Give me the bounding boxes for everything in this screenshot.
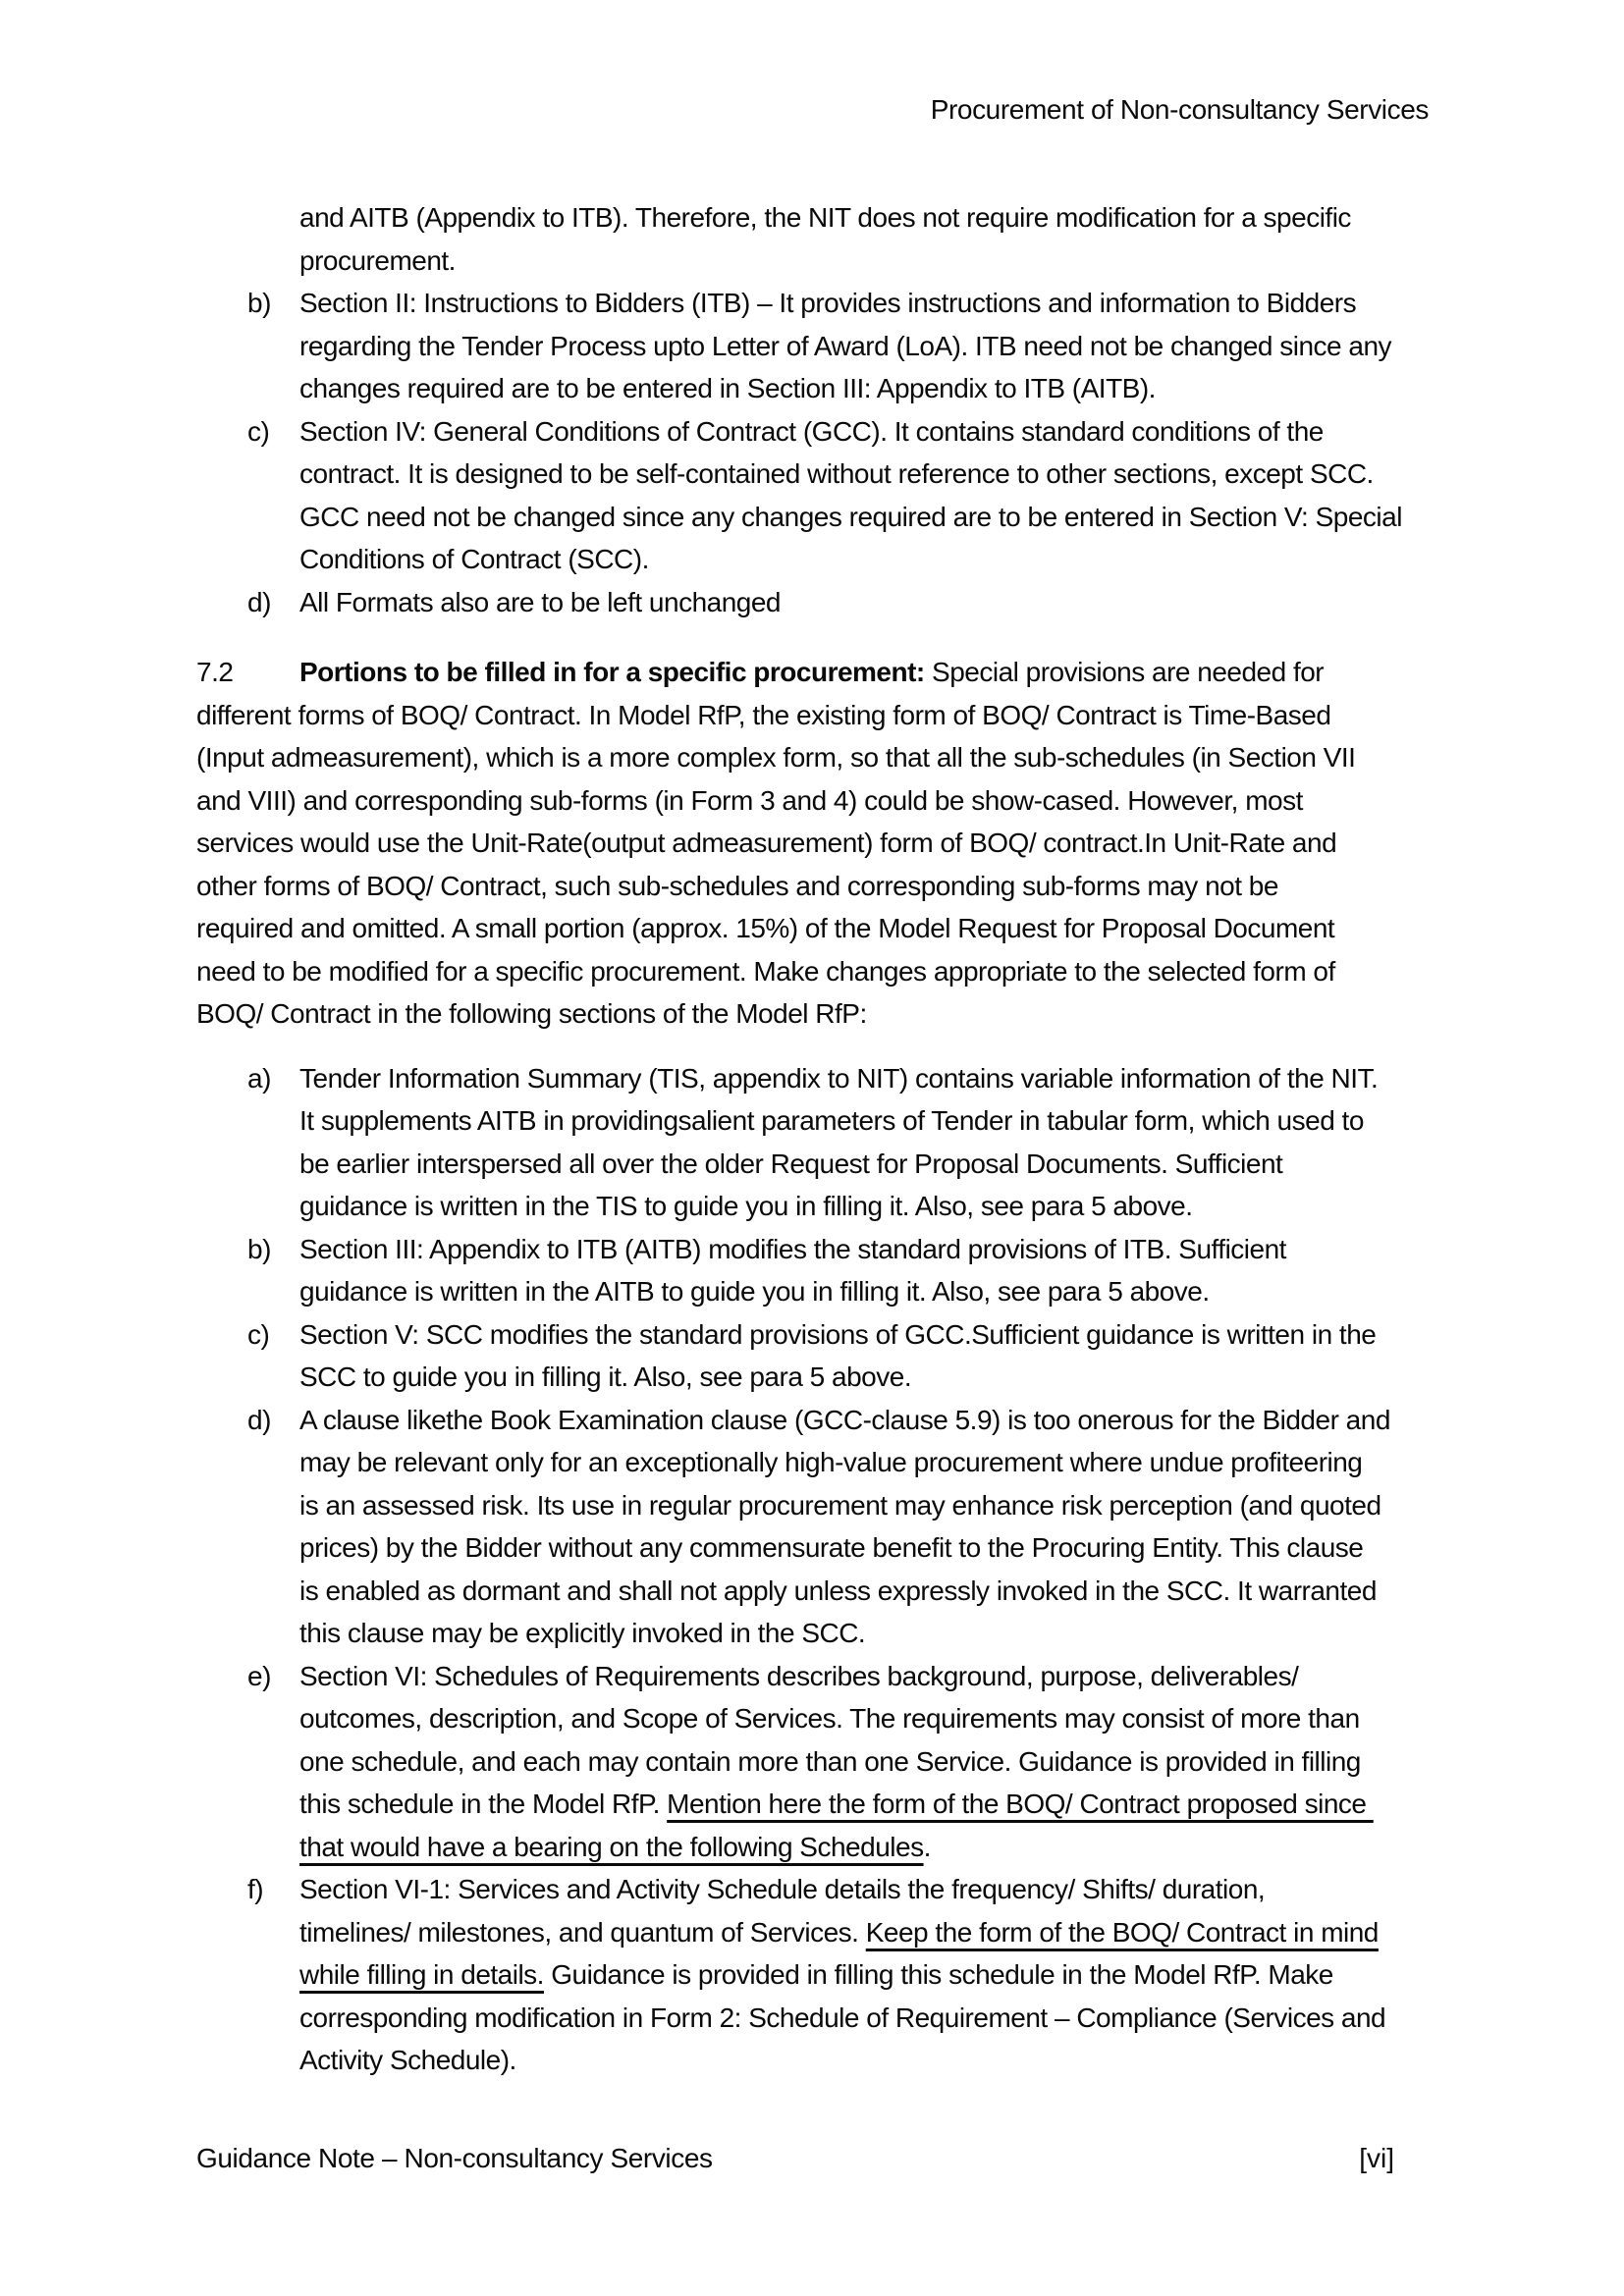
text-segment: GCC need not be changed since any changes required are to be entered in Section V: Special [299,501,1402,532]
text-line [299,1057,1624,1100]
footer-page-number: [vi] [1359,2143,1394,2173]
text-line [299,1826,1624,1869]
text-segment: Section VI: Schedules of Requirements describes background, purpose, deliverables/ [299,1660,1299,1691]
text-line [299,325,1624,368]
list-item [196,410,1624,581]
list-item [196,1057,1624,1228]
text-line [299,410,1624,454]
text-segment: BOQ/ Contract in the following sections of the Model RfP: [196,998,867,1029]
text-segment: timelines/ milestones, and quantum of Services. [299,1916,866,1948]
text-line [196,950,1624,993]
text-segment: and AITB (Appendix to ITB). Therefore, the NIT does not require modification for a specific [299,202,1351,233]
text-line [196,822,1624,865]
text-line [299,453,1624,496]
list-item [196,1399,1624,1655]
text-line [299,1997,1624,2040]
list-marker: e) [247,1660,271,1691]
text-line [299,1953,1624,1997]
text-line [299,1697,1624,1740]
text-segment: need to be modified for a specific procurement. Make changes appropriate to the selected form of [196,955,1335,987]
text-segment: guidance is written in the TIS to guide you in filling it. Also, see para 5 above. [299,1191,1193,1221]
text-line [299,1099,1624,1143]
text-line [299,1526,1624,1570]
text-segment: Tender Information Summary (TIS, appendix to NIT) contains variable information of the NIT. [299,1062,1379,1094]
list-marker: a) [247,1062,271,1094]
text-segment: other forms of BOQ/ Contract, such sub-schedules and corresponding sub-forms may not be [196,870,1278,901]
text-line [196,651,1624,694]
list-marker: d) [247,586,271,617]
text-line [299,1313,1624,1357]
text-segment: It supplements AITB in providingsalient parameters of Tender in tabular form, which used to [299,1105,1364,1136]
text-line [299,1228,1624,1271]
text-line [299,367,1624,410]
underlined-text: while filling in details. [299,1959,544,1990]
text-line [196,865,1624,908]
list-item [196,282,1624,410]
text-line [299,538,1624,581]
list-item [196,581,1624,624]
text-line [299,1655,1624,1698]
text-line [299,1911,1624,1954]
text-segment: Conditions of Contract (SCC). [299,544,649,574]
text-segment: corresponding modification in Form 2: Schedule of Requirement – Compliance (Services and [299,2002,1386,2033]
text-segment: Guidance is provided in filling this schedule in the Model RfP. Make [543,1959,1333,1990]
text-segment: Section III: Appendix to ITB (AITB) modifies the standard provisions of ITB. Sufficient [299,1233,1286,1264]
text-line [299,1270,1624,1313]
list-item [196,1313,1624,1399]
document-body [196,196,1624,2082]
text-segment: . [923,1831,931,1862]
text-segment: Section IV: General Conditions of Contract (GCC). It contains standard conditions of the [299,415,1324,447]
text-line [299,1356,1624,1399]
text-line [196,992,1624,1036]
text-segment: SCC to guide you in filling it. Also, see para 5 above. [299,1362,912,1392]
text-segment: All Formats also are to be left unchanged [299,586,782,617]
text-line [196,694,1624,737]
text-line [299,1484,1624,1527]
text-line [196,779,1624,823]
text-line [299,1399,1624,1442]
text-line [299,581,1624,624]
text-segment: regarding the Tender Process upto Letter of Award (LoA). ITB need not be changed since any [299,330,1392,361]
text-segment: A clause likethe Book Examination clause (GCC-clause 5.9) is too onerous for the Bidder and [299,1404,1390,1435]
text-segment: Activity Schedule). [299,2045,516,2075]
text-line [299,1143,1624,1186]
text-segment: services would use the Unit-Rate(output admeasurement) form of BOQ/ contract.In Unit-Rate and [196,828,1337,858]
text-line [196,736,1624,779]
text-segment: be earlier interspersed all over the older Request for Proposal Documents. Sufficient [299,1148,1283,1179]
text-line [299,196,1624,240]
text-segment: procurement. [299,244,456,276]
text-segment: required and omitted. A small portion (approx. 15%) of the Model Request for Proposal Document [196,913,1335,943]
list-marker: c) [247,415,270,447]
text-segment: this clause may be explicitly invoked in the SCC. [299,1618,866,1648]
bold-text: Portions to be filled in for a specific procurement: [299,657,925,687]
text-line [299,282,1624,325]
text-segment: prices) by the Bidder without any commensurate benefit to the Procuring Entity. This clause [299,1532,1364,1563]
text-segment: this schedule in the Model RfP. [299,1789,668,1819]
list-marker: f) [247,1874,264,1904]
text-line [299,1441,1624,1484]
text-line [196,907,1624,950]
text-line [299,1740,1624,1784]
underlined-text: that would have a bearing on the following Schedules [299,1831,924,1862]
list-item [196,1228,1624,1313]
text-line [299,2039,1624,2082]
list-marker: c) [247,1318,270,1350]
text-segment: may be relevant only for an exceptionally high-value procurement where undue profiteering [299,1447,1363,1477]
text-segment: changes required are to be entered in Section III: Appendix to ITB (AITB). [299,373,1156,403]
text-line [299,496,1624,539]
text-line [299,1783,1624,1826]
text-segment: Section V: SCC modifies the standard provisions of GCC.Sufficient guidance is written in the [299,1318,1377,1350]
text-segment: Special provisions are needed for [924,657,1325,687]
text-line [299,240,1624,283]
list-marker: b) [247,1233,271,1264]
list-marker: b) [247,288,271,318]
text-line [299,1868,1624,1911]
text-line [299,1185,1624,1228]
text-segment: and VIII) and corresponding sub-forms (in Form 3 and 4) could be show-cased. However, most [196,784,1303,816]
list-item [196,1868,1624,2082]
text-segment: Section VI-1: Services and Activity Schedule details the frequency/ Shifts/ duration, [299,1874,1266,1904]
text-segment: is enabled as dormant and shall not apply unless expressly invoked in the SCC. It warranted [299,1575,1377,1606]
page-header-title: Procurement of Non-consultancy Services [930,94,1429,125]
paragraph-number: 7.2 [196,657,234,687]
footer-document-title: Guidance Note – Non-consultancy Services [196,2143,713,2173]
underlined-text: Keep the form of the BOQ/ Contract in mind [865,1916,1379,1948]
text-line [299,1570,1624,1613]
paragraph-7-2 [196,651,1624,1036]
text-segment: one schedule, and each may contain more than one Service. Guidance is provided in filling [299,1745,1361,1777]
underlined-text: Mention here the form of the BOQ/ Contract proposed since [667,1789,1374,1819]
text-segment: different forms of BOQ/ Contract. In Model RfP, the existing form of BOQ/ Contract is Time-Based [196,699,1331,730]
text-segment: is an assessed risk. Its use in regular procurement may enhance risk perception (and quoted [299,1489,1381,1521]
list-item [196,196,1624,282]
model-rfp-sections-list [196,1057,1624,2082]
list-item [196,1655,1624,1869]
tender-document-sections-list [196,196,1624,623]
text-segment: guidance is written in the AITB to guide you in filling it. Also, see para 5 above. [299,1276,1210,1307]
text-segment: outcomes, description, and Scope of Services. The requirements may consist of more than [299,1703,1360,1734]
text-line [299,1612,1624,1655]
list-marker: d) [247,1404,271,1435]
text-segment: (Input admeasurement), which is a more complex form, so that all the sub-schedules (in Section VII [196,742,1356,773]
text-segment: contract. It is designed to be self-contained without reference to other sections, except SCC. [299,458,1374,489]
text-segment: Section II: Instructions to Bidders (ITB) – It provides instructions and information to Bidders [299,288,1357,318]
